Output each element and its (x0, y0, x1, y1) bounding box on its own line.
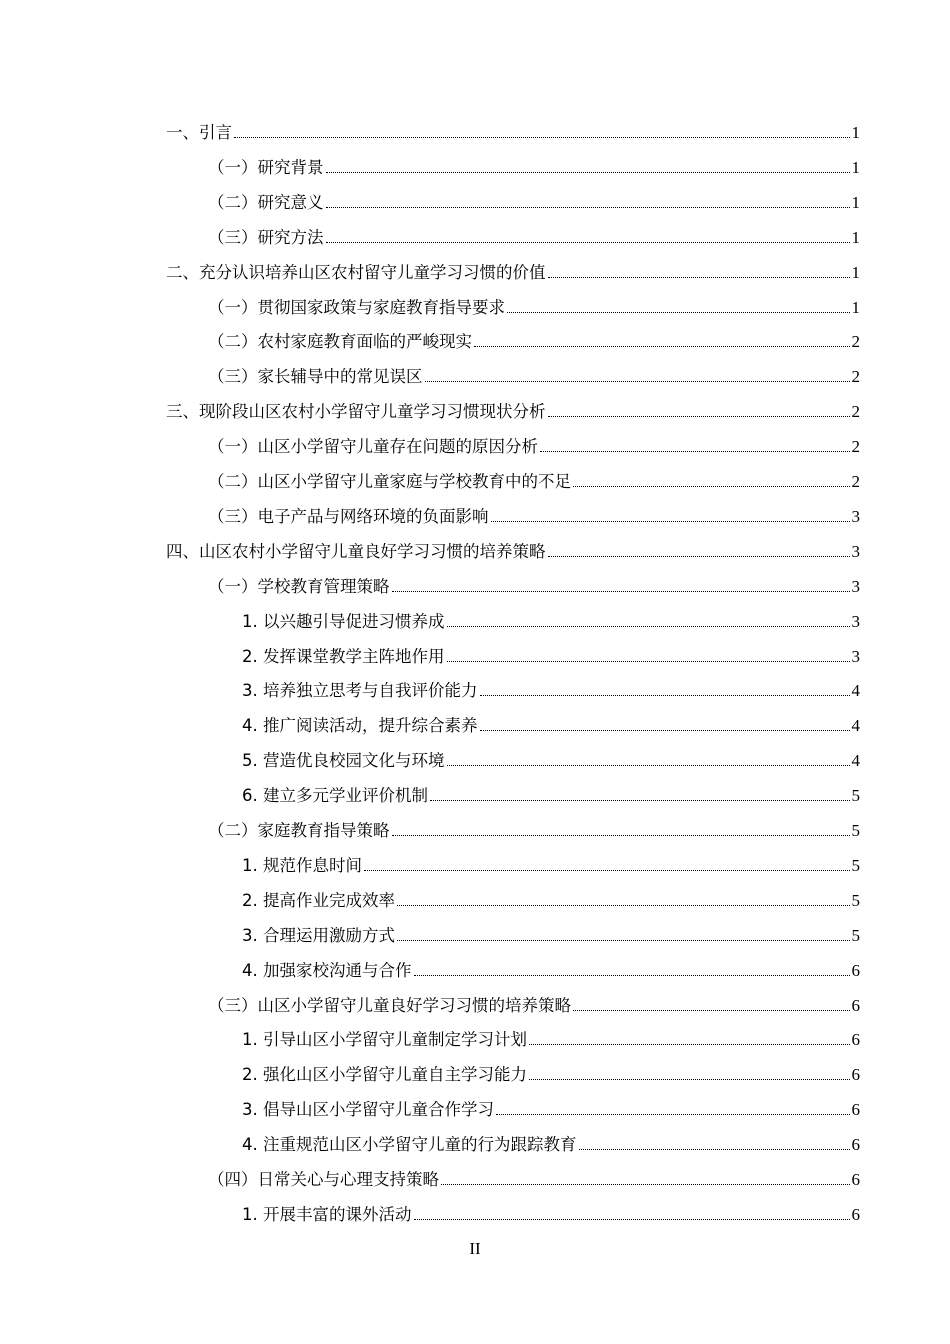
dot-leader (573, 1010, 850, 1011)
dot-leader (430, 800, 850, 801)
toc-entry[interactable] (166, 527, 860, 562)
toc-entry[interactable] (208, 422, 860, 457)
dot-leader (326, 242, 850, 243)
dot-leader (540, 451, 850, 452)
toc-entry-page: 5 (851, 821, 860, 840)
toc-entry-title: 1. 以兴趣引导促进习惯养成 (242, 611, 445, 631)
dot-leader (425, 381, 850, 382)
toc-entry[interactable] (242, 946, 860, 981)
toc-entry-title: （二）研究意义 (208, 192, 324, 212)
dot-leader (548, 416, 850, 417)
toc-entry-page: 6 (851, 1100, 860, 1120)
toc-entry-title: （三）山区小学留守儿童良好学习习惯的培养策略 (208, 995, 571, 1015)
toc-entry[interactable] (242, 841, 860, 876)
toc-entry[interactable] (208, 981, 860, 1016)
dot-leader (447, 626, 850, 627)
toc-entry-page: 6 (851, 1065, 860, 1085)
dot-leader (480, 730, 850, 731)
toc-entry-page: 4 (851, 751, 860, 771)
toc-entry[interactable] (208, 213, 860, 248)
dot-leader (326, 172, 850, 173)
toc-entry-page: 3 (851, 576, 860, 596)
toc-entry-page: 4 (851, 681, 860, 701)
toc-entry[interactable] (166, 248, 860, 283)
toc-entry[interactable] (208, 562, 860, 597)
toc-entry-page: 6 (851, 1204, 860, 1224)
dot-leader (447, 661, 850, 662)
toc-entry-title: （一）山区小学留守儿童存在问题的原因分析 (208, 437, 538, 457)
toc-entry[interactable] (242, 1120, 860, 1155)
dot-leader (474, 346, 850, 347)
dot-leader (480, 695, 850, 696)
toc-entry-page: 4 (851, 716, 860, 736)
dot-leader (447, 765, 850, 766)
dot-leader (548, 556, 850, 557)
toc-entry-title: 5. 营造优良校园文化与环境 (242, 751, 445, 771)
toc-entry-title: （三）家长辅导中的常见误区 (208, 367, 423, 387)
dot-leader (326, 207, 850, 208)
dot-leader (397, 940, 850, 941)
dot-leader (414, 975, 850, 976)
toc-entry-page: 3 (851, 506, 860, 526)
toc-entry-title: 4. 注重规范山区小学留守儿童的行为跟踪教育 (242, 1135, 577, 1155)
toc-entry-title: 3. 合理运用激励方式 (242, 925, 395, 945)
toc-entry-page: 1 (851, 297, 860, 317)
toc-entry-title: 1. 规范作息时间 (242, 855, 362, 875)
toc-entry[interactable] (208, 806, 860, 841)
toc-entry-title: （二）山区小学留守儿童家庭与学校教育中的不足 (208, 472, 571, 491)
toc-entry-page: 3 (851, 611, 860, 631)
toc-entry-title: （四）日常关心与心理支持策略 (208, 1170, 439, 1189)
toc-entry-title: （二）农村家庭教育面临的严峻现实 (208, 332, 472, 352)
toc-entry-page: 5 (851, 855, 860, 875)
toc-entry-title: （一）研究背景 (208, 157, 324, 177)
dot-leader (529, 1044, 850, 1045)
dot-leader (496, 1114, 850, 1115)
toc-entry-page: 1 (851, 123, 860, 142)
toc-entry-title: （三）研究方法 (208, 227, 324, 247)
dot-leader (579, 1149, 850, 1150)
toc-entry[interactable] (208, 317, 860, 352)
toc-entry-title: 2. 强化山区小学留守儿童自主学习能力 (242, 1065, 527, 1085)
toc-entry[interactable] (208, 1155, 860, 1190)
toc-entry-page: 6 (851, 1170, 860, 1189)
page-number-footer: II (469, 1239, 481, 1258)
toc-entry-page: 3 (851, 646, 860, 666)
dot-leader (573, 486, 850, 487)
toc-entry-title: 2. 发挥课堂教学主阵地作用 (242, 646, 445, 666)
toc-entry-title: 一、引言 (166, 123, 232, 142)
toc-entry[interactable] (242, 632, 860, 667)
dot-leader (234, 137, 850, 138)
toc-entry-page: 2 (851, 367, 860, 387)
toc-entry[interactable] (208, 178, 860, 213)
toc-entry-page: 2 (851, 402, 860, 422)
toc-entry-page: 5 (851, 890, 860, 910)
toc-entry-page: 2 (851, 437, 860, 457)
dot-leader (529, 1079, 850, 1080)
toc-entry[interactable] (242, 1190, 860, 1225)
toc-entry-title: 6. 建立多元学业评价机制 (242, 786, 428, 806)
dot-leader (507, 312, 850, 313)
toc-entry[interactable] (242, 1085, 860, 1120)
toc-entry-title: （三）电子产品与网络环境的负面影响 (208, 506, 489, 526)
toc-entry-title: （一）学校教育管理策略 (208, 576, 390, 596)
dot-leader (397, 905, 850, 906)
toc-entry-title: 3. 倡导山区小学留守儿童合作学习 (242, 1100, 494, 1120)
toc-entry-title: 四、山区农村小学留守儿童良好学习习惯的培养策略 (166, 541, 546, 561)
toc-entry[interactable] (166, 387, 860, 422)
toc-entry-page: 2 (851, 332, 860, 352)
toc-entry-title: 4. 推广阅读活动，提升综合素养 (242, 716, 478, 736)
toc-entry-page: 1 (851, 227, 860, 247)
toc-entry-page: 5 (851, 925, 860, 945)
toc-entry[interactable] (166, 108, 860, 143)
toc-entry-title: （一）贯彻国家政策与家庭教育指导要求 (208, 297, 505, 317)
toc-entry-title: 3. 培养独立思考与自我评价能力 (242, 681, 478, 701)
toc-entry[interactable] (242, 597, 860, 632)
toc-entry[interactable] (242, 666, 860, 701)
toc-entry[interactable] (242, 876, 860, 911)
toc-entry-title: 二、充分认识培养山区农村留守儿童学习习惯的价值 (166, 262, 546, 282)
toc-entry-page: 2 (851, 472, 860, 491)
toc-entry[interactable] (242, 771, 860, 806)
toc-entry[interactable] (242, 911, 860, 946)
toc-entry-page: 5 (851, 786, 860, 806)
toc-entry-title: 4. 加强家校沟通与合作 (242, 960, 412, 980)
toc-entry[interactable] (242, 1050, 860, 1085)
toc-entry[interactable] (208, 352, 860, 387)
toc-entry[interactable] (242, 701, 860, 736)
toc-entry-title: （二）家庭教育指导策略 (208, 821, 390, 840)
dot-leader (392, 591, 850, 592)
toc-entry-title: 2. 提高作业完成效率 (242, 890, 395, 910)
toc-entry-title: 1. 开展丰富的课外活动 (242, 1204, 412, 1224)
dot-leader (392, 835, 850, 836)
toc-entry[interactable] (242, 736, 860, 771)
toc-entry-page: 6 (851, 995, 860, 1015)
toc-entry[interactable] (208, 283, 860, 318)
dot-leader (414, 1219, 850, 1220)
toc-entry[interactable] (208, 143, 860, 178)
dot-leader (548, 277, 850, 278)
dot-leader (491, 521, 850, 522)
toc-entry-page: 1 (851, 157, 860, 177)
dot-leader (364, 870, 850, 871)
toc-entry-title: 三、现阶段山区农村小学留守儿童学习习惯现状分析 (166, 402, 546, 422)
toc-entry-page: 1 (851, 262, 860, 282)
toc-entry-page: 6 (851, 960, 860, 980)
toc-entry-title: 1. 引导山区小学留守儿童制定学习计划 (242, 1030, 527, 1050)
toc-entry-page: 6 (851, 1135, 860, 1155)
toc-entry[interactable] (208, 492, 860, 527)
toc-entry-page: 3 (851, 541, 860, 561)
toc-entry-page: 1 (851, 192, 860, 212)
toc-entry[interactable] (208, 457, 860, 492)
toc-entry-page: 6 (851, 1030, 860, 1050)
dot-leader (441, 1184, 850, 1185)
toc-entry[interactable] (242, 1015, 860, 1050)
